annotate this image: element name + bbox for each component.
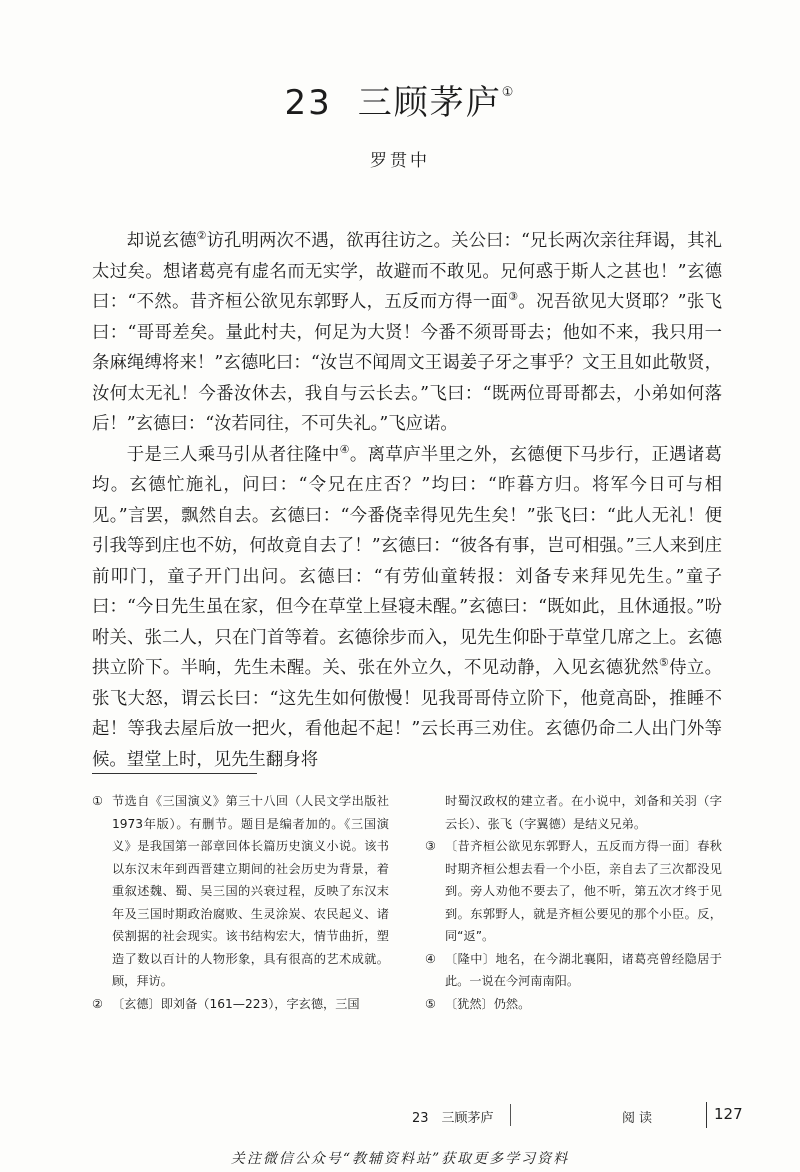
paragraph: 却说玄德②访孔明两次不遇，欲再往访之。关公曰：“兄长两次亲往拜谒，其礼太过矣。想诸葛亮有虚名而无实学，故避而不敢见。兄何惑于斯人之甚也！”玄德曰：“不然。昔齐桓公欲见东郭野人，五反而方得一面③。况吾欲见大贤耶？”张飞曰：“哥哥差矣。量此村夫，何足为大贤！今番不须哥哥去；他如不来，我只用一条麻绳缚将来！”玄德叱曰：“汝岂不闻周文王谒姜子牙之事乎？文王且如此敬贤，汝何太无礼！今番汝休去，我自与云长去。”飞曰：“既两位哥哥都去，小弟如何落后！”玄德曰：“汝若同往，不可失礼。”飞应诺。 bbox=[92, 229, 722, 434]
main-text bbox=[92, 226, 722, 775]
footer-divider bbox=[510, 1104, 511, 1126]
footnote-5: ⑤ 〔犹然〕仍然。 bbox=[425, 996, 531, 1011]
page-number: 127 bbox=[714, 1105, 743, 1123]
footnotes bbox=[92, 790, 722, 1015]
lesson-title: 三顾茅庐 bbox=[357, 83, 502, 123]
footnote-3: ③ 〔昔齐桓公欲见东郭野人，五反而方得一面〕春秋时期齐桓公想去看一个小臣，亲自去了三次都没见到。旁人劝他不要去了，他不听，第五次才终于见到。东郭野人，就是齐桓公要见的那个小臣。反，同“返”。 bbox=[425, 839, 722, 943]
footer-divider bbox=[706, 1102, 707, 1128]
footer-lesson: 23 三顾茅庐 bbox=[412, 1111, 494, 1126]
note-ref: ⑤ bbox=[658, 656, 670, 670]
footer-section: 阅读 bbox=[622, 1111, 657, 1126]
footnote-column-left bbox=[92, 790, 389, 1015]
footnote-column-right bbox=[425, 790, 722, 1015]
paragraph: 于是三人乘马引从者往隆中④。离草庐半里之外，玄德便下马步行，正遇诸葛均。玄德忙施礼，问曰：“令兄在庄否？”均曰：“昨暮方归。将军今日可与相见。”言罢，飘然自去。玄德曰：“今番侥幸得见先生矣！”张飞曰：“此人无礼！便引我等到庄也不妨，何故竟自去了！”玄德曰：“彼各有事，岂可相强。”三人来到庄前叩门，童子开门出问。玄德曰：“有劳仙童转报：刘备专来拜见先生。”童子曰：“今日先生虽在家，但今在草堂上昼寝未醒。”玄德曰：“既如此，且休通报。”吩咐关、张二人，只在门首等着。玄德徐步而入，见先生仰卧于草堂几席之上。玄德拱立阶下。半晌，先生未醒。关、张在外立久，不见动静，入见玄德犹然⑤侍立。张飞大怒，谓云长曰：“这先生如何傲慢！见我哥哥侍立阶下，他竟高卧，推睡不起！等我去屋后放一把火，看他起不起！”云长再三劝住。玄德仍命二人出门外等候。望堂上时，见先生翻身将 bbox=[92, 442, 722, 770]
footnote-divider bbox=[92, 773, 257, 774]
note-ref: ③ bbox=[508, 290, 519, 304]
footnote-2-continued: 时蜀汉政权的建立者。在小说中，刘备和关羽（字云长）、张飞（字翼德）是结义兄弟。 bbox=[445, 794, 722, 831]
footnote-2: ② 〔玄德〕即刘备（161—223），字玄德，三国 bbox=[92, 996, 360, 1011]
title-note-ref: ① bbox=[501, 84, 516, 100]
note-ref: ④ bbox=[339, 442, 350, 456]
page-title bbox=[0, 75, 800, 124]
footnote-1: ① 节选自《三国演义》第三十八回（人民文学出版社1973年版）。有删节。题目是编者加的。《三国演义》是我国第一部章回体长篇历史演义小说。该书以东汉末年到西晋建立期间的社会历史为背景，着重叙述魏、蜀、吴三国的兴衰过程，反映了东汉末年及三国时期政治腐败、生灵涂炭、农民起义、诸侯割据的社会现实。该书结构宏大，情节曲折，塑造了数以百计的人物形象，具有很高的艺术成就。顾，拜访。 bbox=[92, 794, 389, 988]
watermark: 关注微信公众号“教辅资料站”获取更多学习资料 bbox=[230, 1151, 570, 1167]
page-footer bbox=[0, 1104, 800, 1128]
lesson-number: 23 bbox=[284, 83, 332, 123]
footnote-4: ④ 〔隆中〕地名，在今湖北襄阳，诸葛亮曾经隐居于此。一说在今河南南阳。 bbox=[425, 951, 722, 988]
author: 罗贯中 bbox=[370, 151, 430, 171]
note-ref: ② bbox=[196, 229, 207, 243]
